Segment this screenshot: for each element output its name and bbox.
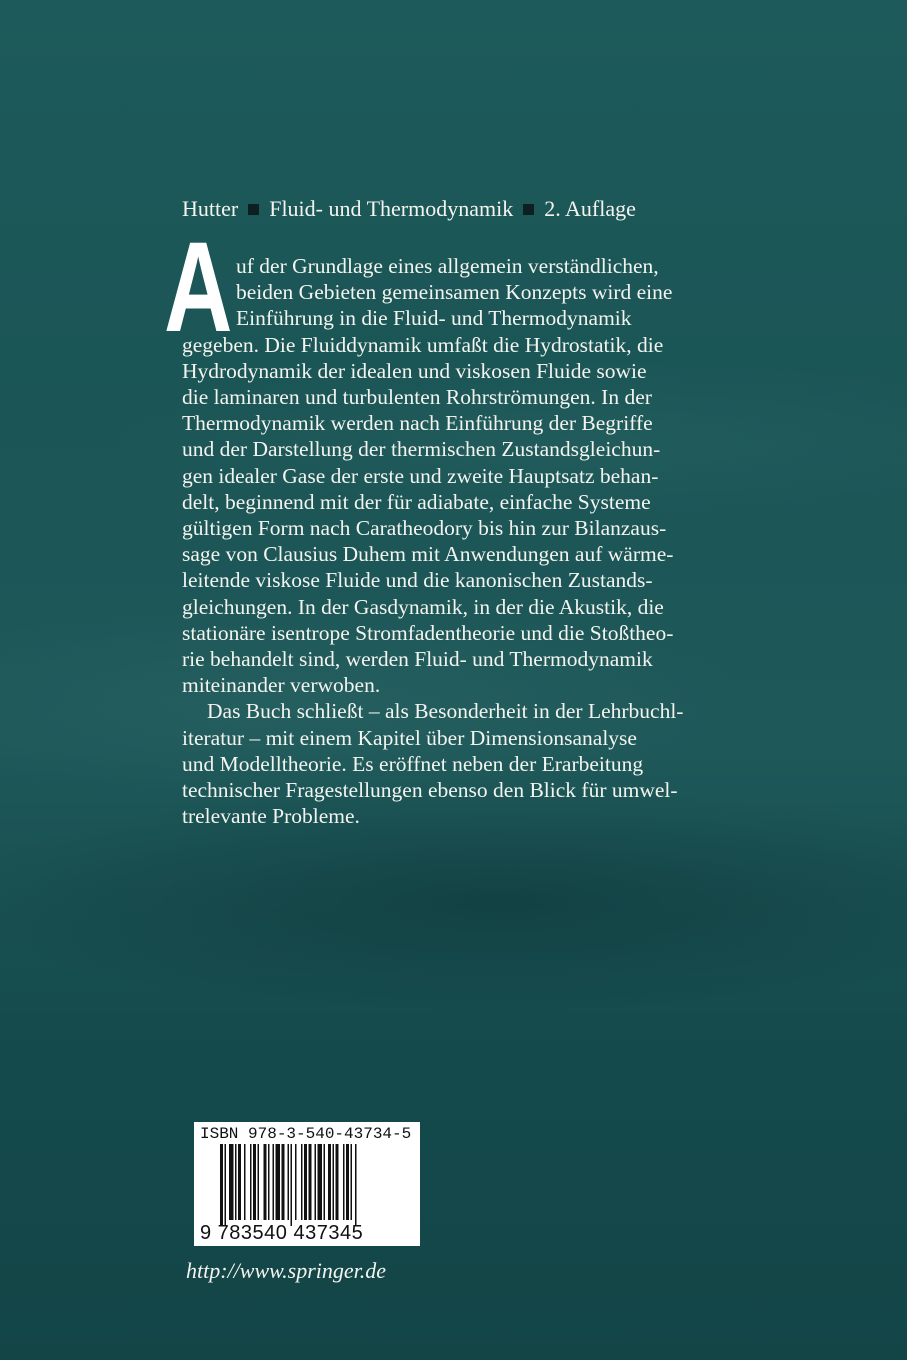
barcode-bars [220,1144,396,1226]
blurb-line: technischer Fragestellungen ebenso den Blick für umwel- [182,778,678,802]
barcode-bar [258,1144,260,1220]
barcode-bar [253,1144,256,1220]
barcode-bar [220,1144,223,1226]
barcode-bar [238,1144,241,1220]
barcode-bar [250,1144,252,1220]
blurb-line: gegeben. Die Fluiddynamik umfaßt die Hydrostatik, die [182,332,664,357]
separator-square-icon [248,204,259,215]
barcode-digits: 9 783540 437345 [200,1222,364,1244]
blurb-line: Einführung in die Fluid- und Thermodynamik [236,306,632,331]
barcode-bar [346,1144,349,1220]
blurb-line: iteratur – mit einem Kapitel über Dimensionsanalyse [182,725,637,750]
barcode-bar [244,1144,246,1220]
blurb-line: sage von Clausius Duhem mit Anwendungen auf wärme- [182,542,674,567]
barcode-bar [304,1144,307,1220]
blurb-line: und Modelltheorie. Es eröffnet neben der Erarbeitung [182,751,644,776]
isbn-label: ISBN 978-3-540-43734-5 [200,1125,412,1143]
barcode-box [194,1122,420,1246]
blurb-line: stationäre isentrope Stromfadentheorie und die Stoßtheo- [182,620,674,645]
blurb-line: uf der Grundlage eines allgemein verständlichen, [236,254,659,278]
barcode-bar [288,1144,290,1220]
blurb-line: gleichungen. In der Gasdynamik, in der die Akustik, die [182,594,664,619]
barcode-bar [333,1144,335,1220]
drop-cap: A [164,216,233,359]
barcode-bar [229,1144,234,1220]
barcode-bar [315,1144,317,1220]
blurb-line: und der Darstellung der thermischen Zustandsgleichun- [182,437,661,462]
blurb-line: Das Buch schließt – als Besonderheit in der Lehrbuchl- [207,699,684,724]
blurb-line: leitende viskose Fluide und die kanonischen Zustands- [182,568,653,593]
blurb-line: gültigen Form nach Caratheodory bis hin zur Bilanzaus- [182,516,667,540]
blurb-line: die laminaren und turbulenten Rohrströmungen. In der [182,385,652,409]
barcode-bar [351,1144,353,1220]
barcode-bar [324,1144,326,1220]
barcode-bar [318,1144,323,1220]
barcode-bar [309,1144,312,1220]
barcode-bar [273,1144,275,1220]
barcode-bar [235,1144,237,1220]
separator-square-icon [523,204,534,215]
blurb-line: delt, beginnend mit der für adiabate, einfache Systeme [182,489,651,514]
barcode-bar [343,1144,345,1220]
blurb-line: miteinander verwoben. [182,673,381,698]
barcode-bar [276,1144,281,1220]
blurb-line: trelevante Probleme. [182,804,360,829]
barcode-bar [301,1144,303,1220]
barcode-bar [295,1144,297,1220]
blurb-line: rie behandelt sind, werden Fluid- und Thermodynamik [182,647,653,671]
barcode-bar [268,1144,270,1220]
book-title: Fluid- und Thermodynamik [269,196,514,221]
barcode-bar [282,1144,285,1220]
blurb-line: beiden Gebieten gemeinsamen Konzepts wird eine [236,280,673,305]
series-line [182,193,702,225]
author-name: Hutter [182,196,239,221]
barcode-bar [328,1144,331,1220]
publisher-url: http://www.springer.de [186,1258,387,1283]
barcode-bar [355,1144,357,1226]
edition-label: 2. Auflage [544,196,636,221]
barcode-bar [264,1144,267,1220]
blurb-line: Hydrodynamik der idealen und viskosen Fluide sowie [182,358,647,383]
barcode-bar [291,1144,293,1226]
barcode-bar [225,1144,227,1226]
blurb-line: Thermodynamik werden nach Einführung der Begriffe [182,411,653,436]
barcode-bar [336,1144,339,1220]
blurb-line: gen idealer Gase der erste und zweite Hauptsatz behan- [182,463,659,488]
